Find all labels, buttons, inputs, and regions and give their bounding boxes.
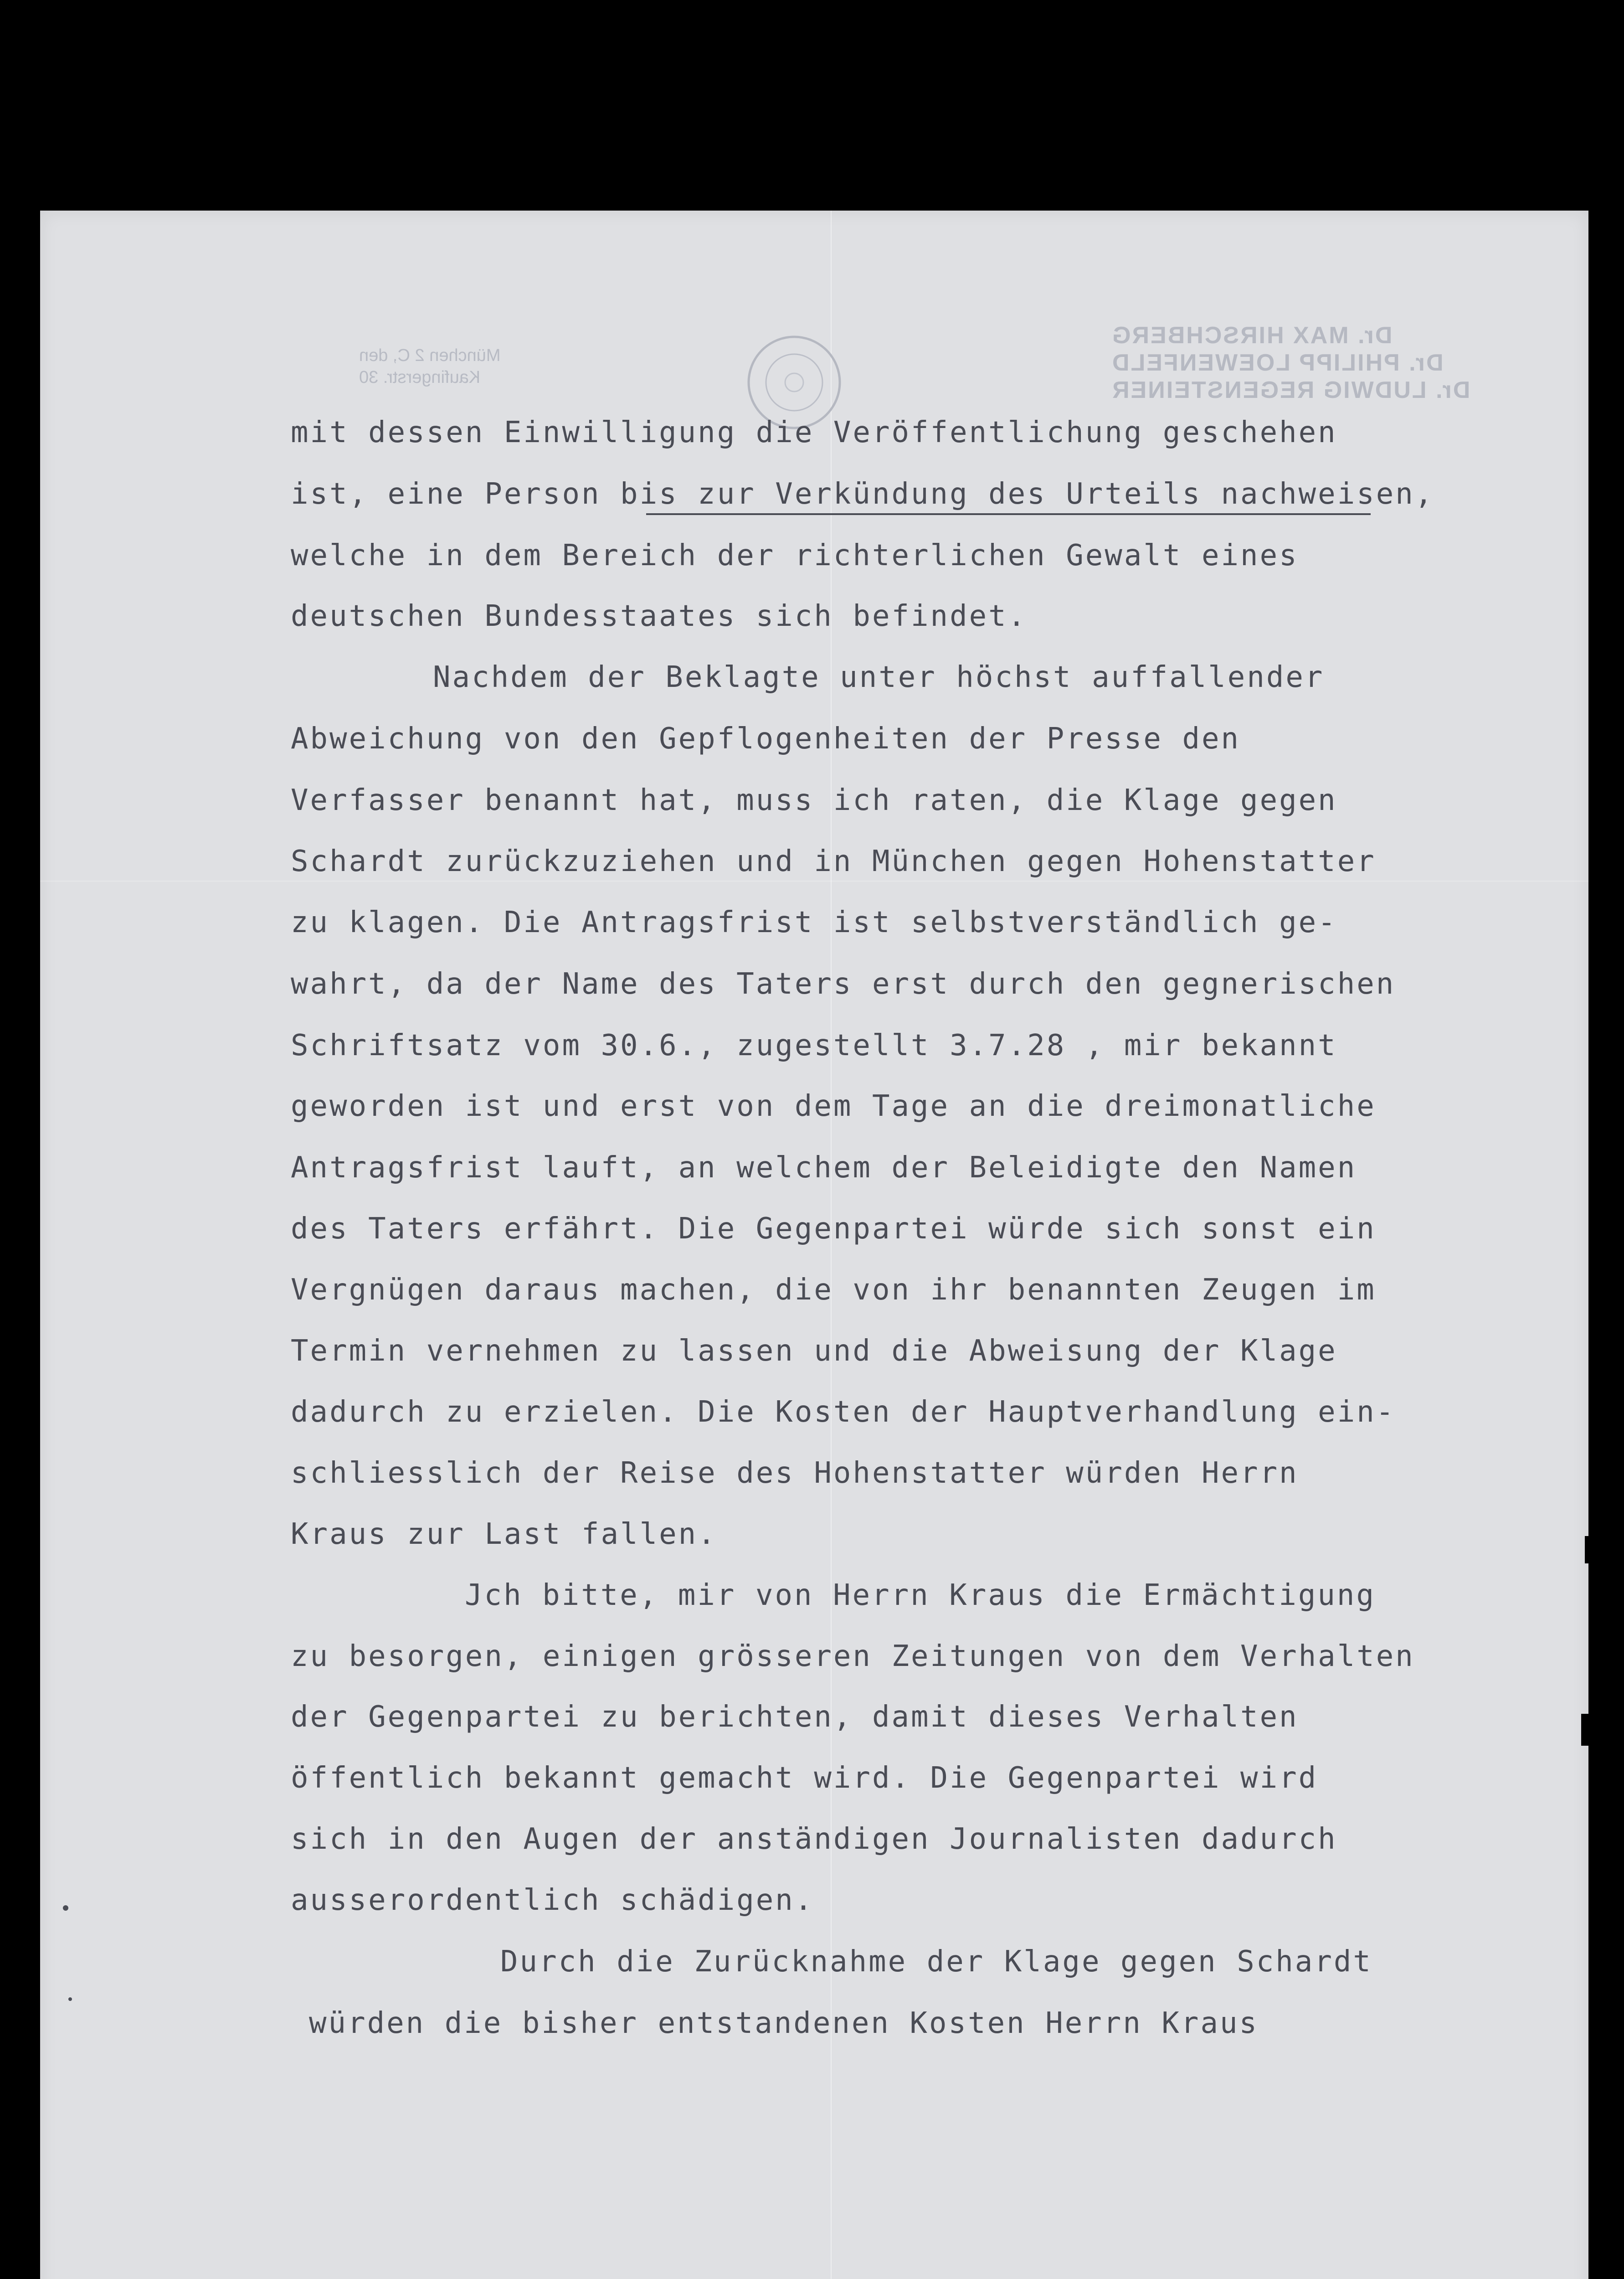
- body-line: ist, eine Person bis zur Verkündung des Urteils nachweisen,: [291, 477, 1434, 511]
- ink-speck: [63, 1905, 68, 1911]
- body-line: welche in dem Bereich der richterlichen Gewalt eines: [291, 539, 1299, 572]
- torn-edge: [1585, 1536, 1598, 1563]
- body-line: dadurch zu erzielen. Die Kosten der Hauptverhandlung ein-: [291, 1395, 1396, 1429]
- letterhead-street-line: Kaufingerstr. 30: [359, 367, 481, 387]
- underline-mark: [646, 513, 1371, 515]
- ink-speck: [68, 1997, 72, 2001]
- letterhead-city-line: München 2 C, den: [359, 346, 501, 365]
- letterhead-name-1: Dr. MAX HIRSCHBERG: [1111, 322, 1393, 349]
- body-line: Durch die Zurücknahme der Klage gegen Schardt: [500, 1945, 1372, 1979]
- body-line: Schardt zurückzuziehen und in München gegen Hohenstatter: [291, 845, 1376, 878]
- body-line: Antragsfrist lauft, an welchem der Beleidigte den Namen: [291, 1151, 1357, 1185]
- letter-page: [40, 211, 1588, 2279]
- body-line: mit dessen Einwilligung die Veröffentlichung geschehen: [291, 416, 1337, 449]
- body-line: ausserordentlich schädigen.: [291, 1883, 814, 1917]
- body-line: Vergnügen daraus machen, die von ihr benannten Zeugen im: [291, 1273, 1376, 1307]
- body-line: geworden ist und erst von dem Tage an die dreimonatliche: [291, 1089, 1376, 1123]
- body-line: Nachdem der Beklagte unter höchst auffallender: [433, 660, 1325, 694]
- letter-body: [40, 211, 1588, 2279]
- body-line: schliesslich der Reise des Hohenstatter würden Herrn: [291, 1456, 1299, 1490]
- body-line: Termin vernehmen zu lassen und die Abweisung der Klage: [291, 1334, 1337, 1368]
- body-line: Jch bitte, mir von Herrn Kraus die Ermächtigung: [465, 1578, 1376, 1612]
- torn-edge: [1581, 1714, 1595, 1746]
- body-line: zu besorgen, einigen grösseren Zeitungen von dem Verhalten: [291, 1640, 1415, 1673]
- body-line: der Gegenpartei zu berichten, damit dieses Verhalten: [291, 1700, 1299, 1734]
- body-line: Kraus zur Last fallen.: [291, 1517, 717, 1551]
- letterhead-name-3: Dr. LUDWIG REGENSTEINER: [1111, 376, 1470, 403]
- body-line: wahrt, da der Name des Taters erst durch den gegnerischen: [291, 967, 1396, 1001]
- letterhead-name-2: Dr. PHILIPP LOEWENFELD: [1111, 349, 1444, 376]
- body-line: Verfasser benannt hat, muss ich raten, die Klage gegen: [291, 784, 1337, 817]
- body-line: des Taters erfährt. Die Gegenpartei würde sich sonst ein: [291, 1212, 1376, 1246]
- body-line: Abweichung von den Gepflogenheiten der Presse den: [291, 722, 1241, 756]
- body-line: öffentlich bekannt gemacht wird. Die Gegenpartei wird: [291, 1761, 1318, 1795]
- body-line: zu klagen. Die Antragsfrist ist selbstverständlich ge-: [291, 906, 1337, 939]
- body-line: deutschen Bundesstaates sich befindet.: [291, 599, 1028, 633]
- body-line: würden die bisher entstandenen Kosten Herrn Kraus: [309, 2006, 1259, 2040]
- body-line: Schriftsatz vom 30.6., zugestellt 3.7.28 , mir bekannt: [291, 1029, 1337, 1062]
- body-line: sich in den Augen der anständigen Journalisten dadurch: [291, 1822, 1337, 1856]
